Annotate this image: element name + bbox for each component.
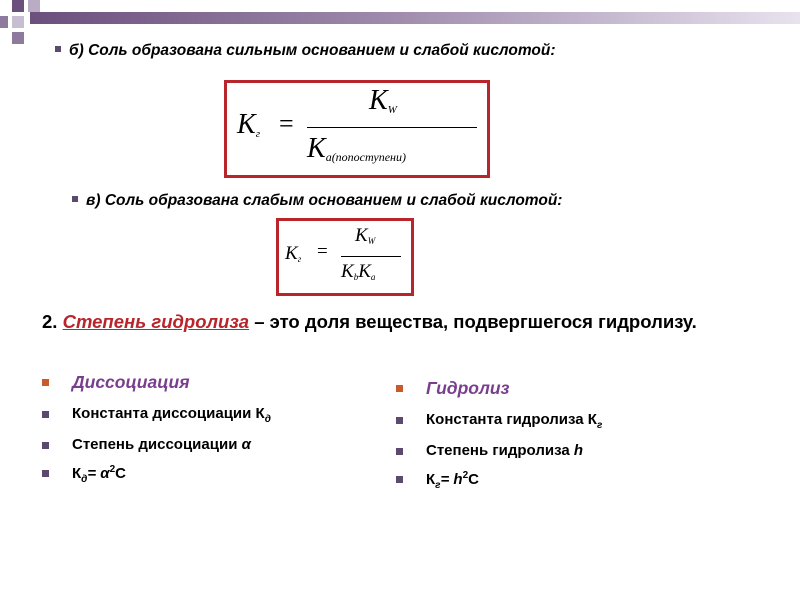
formula1-denominator: $K_{a(попоступени)}$ [307,133,406,164]
case-b-text: б) Соль образована сильным основанием и слабой кислотой: [69,42,556,59]
formula2-fraction-line [341,256,401,257]
decorative-square [12,0,24,12]
decorative-square [12,16,24,28]
bullet-icon [42,470,49,477]
dissociation-degree: Степень диссоциации α [42,436,271,453]
decorative-gradient-bar [30,12,800,24]
hydrolysis-title: Гидролиз [396,378,602,399]
formula-box-strong-base [224,80,490,178]
case-v-heading [72,192,562,210]
dissociation-formula: $К_д= \alpha^2С$ [42,464,271,485]
bullet-icon [42,379,49,386]
case-v-text: в) Соль образована слабым основанием и слабой кислотой: [86,192,563,209]
definition-term: Степень гидролиза [62,311,250,332]
bullet-icon [396,448,403,455]
case-b-heading [55,42,556,60]
formula-box-weak-base [276,218,414,296]
decorative-square [12,32,24,44]
dissociation-title: Диссоциация [42,372,271,393]
formula1-equals: = [279,109,294,138]
decorative-square [0,16,8,28]
decorative-square [28,0,40,12]
formula2-numerator: $K_W$ [355,225,376,246]
hydrolysis-degree: Степень гидролиза h [396,442,602,459]
formula2-equals: = [317,241,328,262]
definition-text: – это доля вещества, подвергшегося гидролизу. [254,311,697,332]
bullet-icon [42,411,49,418]
bullet-icon [72,196,78,202]
hydrolysis-formula: $К_г= h^2С$ [396,470,602,491]
bullet-icon [396,417,403,424]
dissociation-column [42,372,271,496]
bullet-icon [396,385,403,392]
formula1-lhs: $K_г$ [237,109,260,140]
hydrolysis-degree-definition [42,308,762,335]
hydrolysis-constant: Константа гидролиза $К_г$ [396,411,602,431]
dissociation-constant: Константа диссоциации $К_д$ [42,405,271,425]
bullet-icon [396,476,403,483]
formula1-numerator: $K_W$ [369,85,397,116]
definition-number: 2. [42,311,58,332]
bullet-icon [42,442,49,449]
formula2-denominator: $K_bK_a$ [341,261,376,282]
formula2-lhs: $K_г$ [285,243,302,264]
bullet-icon [55,46,61,52]
formula1-fraction-line [307,127,477,128]
hydrolysis-column [396,378,602,502]
